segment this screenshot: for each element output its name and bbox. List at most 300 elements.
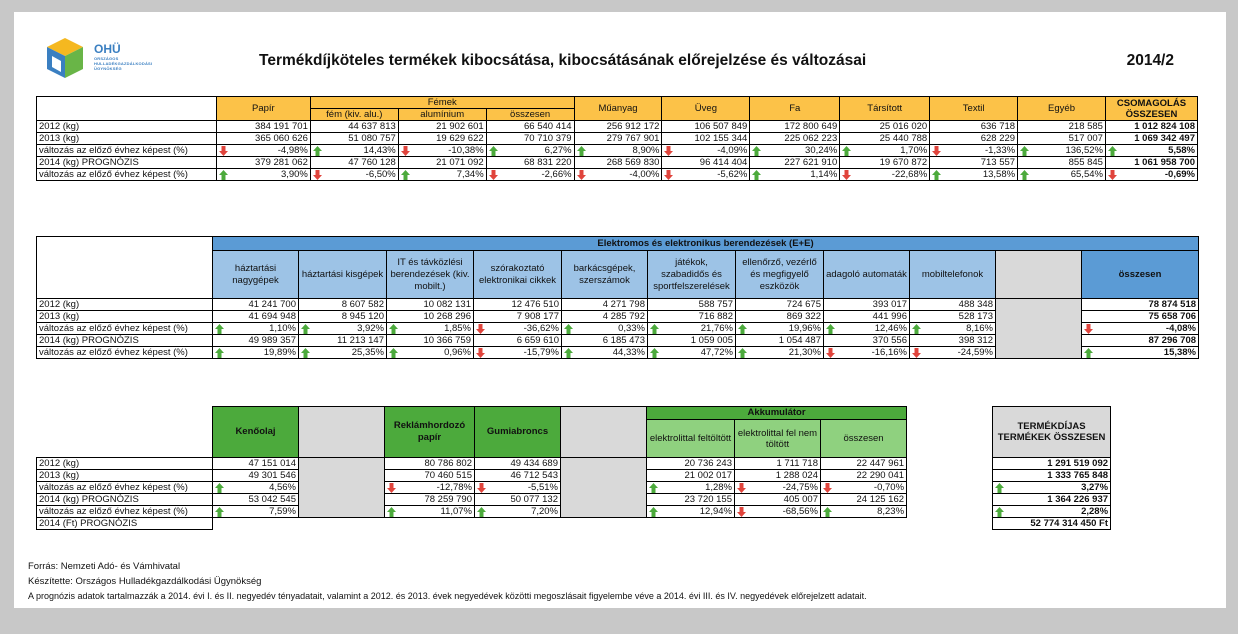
table-cell bbox=[930, 133, 1018, 145]
table-cell bbox=[824, 299, 910, 311]
cell-value: 50 077 132 bbox=[510, 494, 558, 505]
arrow-up-icon bbox=[301, 348, 310, 358]
cell-value: 96 414 404 bbox=[699, 157, 748, 168]
arrow-up-icon bbox=[389, 324, 398, 334]
table-cell bbox=[993, 482, 1111, 494]
arrow-down-icon bbox=[823, 483, 832, 493]
table-cell bbox=[387, 323, 474, 335]
empty-cell bbox=[1111, 458, 1219, 530]
footer-source: Forrás: Nemzeti Adó- és Vámhivatal bbox=[28, 561, 181, 572]
arrow-up-icon bbox=[650, 324, 659, 334]
arrow-up-icon bbox=[401, 170, 410, 180]
col-fem: fém (kiv. alu.) bbox=[310, 109, 398, 121]
table-cell bbox=[398, 169, 486, 181]
arrow-up-icon bbox=[650, 348, 659, 358]
table-cell bbox=[821, 494, 907, 506]
arrow-down-icon bbox=[842, 170, 851, 180]
row-label: 2014 (kg) PROGNÓZIS bbox=[37, 335, 213, 347]
cell-value: 47,72% bbox=[700, 347, 733, 358]
footer-note: A prognózis adatok tartalmazzák a 2014. évi I. és II. negyedév tényadatait, valamint a 2012. és 2013. évek negyedévek közötti megoszlásait figyelembe véve a 2014. évi III. és IV. negyedévek előrejelzett adatait. bbox=[28, 591, 867, 601]
table-cell bbox=[398, 157, 486, 169]
row-label: 2014 (kg) PROGNÓZIS bbox=[37, 494, 213, 506]
other-products-table bbox=[36, 406, 1219, 530]
ee-col-7: adagoló automaták bbox=[824, 251, 910, 299]
table-cell bbox=[475, 482, 561, 494]
table-cell bbox=[385, 482, 475, 494]
cell-value: 68 831 220 bbox=[524, 157, 572, 168]
table-cell bbox=[213, 494, 299, 506]
cell-value: 78 874 518 bbox=[1148, 299, 1197, 310]
table-cell bbox=[213, 299, 299, 311]
cell-value: 13,58% bbox=[982, 169, 1016, 180]
cell-value: 49 434 689 bbox=[510, 458, 558, 469]
table-cell bbox=[735, 494, 821, 506]
table-cell bbox=[1082, 335, 1199, 347]
footer-author: Készítette: Országos Hulladékgazdálkodási Ügynökség bbox=[28, 576, 262, 587]
table-cell bbox=[474, 347, 562, 359]
arrow-up-icon bbox=[842, 146, 851, 156]
table-cell bbox=[213, 335, 299, 347]
cell-value: 70 460 515 bbox=[424, 470, 472, 481]
table-cell bbox=[387, 347, 474, 359]
arrow-down-icon bbox=[737, 507, 746, 517]
row-label: 2012 (kg) bbox=[37, 121, 217, 133]
cell-value: -16,16% bbox=[871, 347, 907, 358]
table-cell bbox=[574, 169, 662, 181]
cell-value: 46 712 543 bbox=[510, 470, 558, 481]
table-cell bbox=[562, 347, 648, 359]
table-row-chg14 bbox=[37, 169, 1198, 181]
table-cell bbox=[574, 157, 662, 169]
table-cell bbox=[387, 311, 474, 323]
cell-value: 12,46% bbox=[874, 323, 907, 334]
arrow-up-icon bbox=[301, 324, 310, 334]
ee-col-1: háztartási kisgépek bbox=[299, 251, 387, 299]
cell-value: 1 333 765 848 bbox=[1047, 470, 1109, 481]
prog-ft-total: 52 774 314 450 Ft bbox=[993, 518, 1111, 530]
table-cell bbox=[824, 347, 910, 359]
arrow-down-icon bbox=[912, 348, 921, 358]
arrow-up-icon bbox=[564, 348, 573, 358]
cell-value: 21,30% bbox=[788, 347, 821, 358]
arrow-up-icon bbox=[649, 483, 658, 493]
table-cell bbox=[736, 311, 824, 323]
cell-value: 441 996 bbox=[872, 311, 907, 322]
table-cell bbox=[910, 299, 996, 311]
col-akku-nem-feltoltott: elektrolittal fel nem töltött bbox=[735, 420, 821, 458]
cell-value: 102 155 344 bbox=[694, 133, 748, 144]
table-cell bbox=[910, 323, 996, 335]
cell-value: 218 585 bbox=[1068, 121, 1103, 132]
cell-value: -4,09% bbox=[717, 145, 748, 156]
cell-value: 70 710 379 bbox=[524, 133, 572, 144]
table-cell bbox=[474, 299, 562, 311]
arrow-up-icon bbox=[995, 483, 1004, 493]
arrow-up-icon bbox=[1084, 348, 1093, 358]
table-cell bbox=[574, 121, 662, 133]
cell-value: 25,35% bbox=[351, 347, 384, 358]
cell-value: 10 082 131 bbox=[423, 299, 471, 310]
row-label: változás az előző évhez képest (%) bbox=[37, 482, 213, 494]
cell-value: -10,38% bbox=[448, 145, 484, 156]
empty-cell bbox=[385, 518, 475, 530]
table-cell bbox=[1018, 121, 1106, 133]
cell-value: 8 607 582 bbox=[341, 299, 384, 310]
cell-value: 12,94% bbox=[699, 506, 732, 517]
cell-value: 47 760 128 bbox=[348, 157, 396, 168]
t2-corner bbox=[37, 237, 213, 299]
table-cell bbox=[1082, 299, 1199, 311]
cell-value: 19 629 622 bbox=[436, 133, 484, 144]
table-cell bbox=[299, 347, 387, 359]
table-cell bbox=[574, 145, 662, 157]
arrow-up-icon bbox=[738, 348, 747, 358]
report-sheet bbox=[14, 12, 1226, 608]
table-cell bbox=[486, 145, 574, 157]
table-cell bbox=[562, 299, 648, 311]
table-cell bbox=[1018, 133, 1106, 145]
arrow-up-icon bbox=[1108, 146, 1117, 156]
ee-col-5: játékok, szabadidős és sportfelszerelések bbox=[648, 251, 736, 299]
cell-value: 80 786 802 bbox=[424, 458, 472, 469]
table-cell bbox=[840, 169, 930, 181]
ee-col-2: IT és távközlési berendezések (kiv. mobilt.) bbox=[387, 251, 474, 299]
cell-value: 7 908 177 bbox=[516, 311, 559, 322]
table-cell bbox=[662, 169, 750, 181]
table-cell bbox=[840, 121, 930, 133]
cell-value: 41 241 700 bbox=[248, 299, 296, 310]
table-cell bbox=[486, 121, 574, 133]
row-label: változás az előző évhez képest (%) bbox=[37, 347, 213, 359]
arrow-up-icon bbox=[823, 507, 832, 517]
table-cell bbox=[299, 335, 387, 347]
cell-value: 25 016 020 bbox=[879, 121, 928, 132]
cell-value: 869 322 bbox=[786, 311, 821, 322]
cell-value: 1 061 958 700 bbox=[1134, 157, 1195, 168]
table-cell bbox=[736, 347, 824, 359]
col-akku-feltoltott: elektrolittal feltöltött bbox=[647, 420, 735, 458]
cell-value: 21,76% bbox=[700, 323, 733, 334]
table-cell bbox=[736, 323, 824, 335]
cell-value: 19,96% bbox=[788, 323, 821, 334]
table-cell bbox=[475, 458, 561, 470]
arrow-down-icon bbox=[826, 348, 835, 358]
table-cell bbox=[840, 133, 930, 145]
table-row-prog-ft bbox=[37, 518, 1219, 530]
cell-value: -68,56% bbox=[782, 506, 818, 517]
cell-value: 78 259 790 bbox=[424, 494, 472, 505]
cell-value: 25 440 788 bbox=[879, 133, 928, 144]
table-cell bbox=[385, 494, 475, 506]
table-cell bbox=[821, 506, 907, 518]
cell-value: -4,00% bbox=[629, 169, 660, 180]
logo-text: OHÜ bbox=[94, 42, 121, 56]
arrow-up-icon bbox=[995, 507, 1004, 517]
table-cell bbox=[486, 169, 574, 181]
cell-value: 713 557 bbox=[980, 157, 1016, 168]
table-row-y2012 bbox=[37, 458, 1219, 470]
col-csomagolas-osszesen: CSOMAGOLÁS ÖSSZESEN bbox=[1105, 97, 1197, 121]
cell-value: 225 062 223 bbox=[784, 133, 838, 144]
table-row-y2012 bbox=[37, 299, 1199, 311]
cell-value: 3,92% bbox=[357, 323, 384, 334]
table-cell bbox=[1018, 145, 1106, 157]
cell-value: 488 348 bbox=[958, 299, 993, 310]
cell-value: 268 569 830 bbox=[606, 157, 660, 168]
table-cell bbox=[750, 121, 840, 133]
table-cell bbox=[662, 157, 750, 169]
cell-value: 1,85% bbox=[444, 323, 471, 334]
table-cell bbox=[993, 470, 1111, 482]
table-cell bbox=[647, 458, 735, 470]
cell-value: 398 312 bbox=[958, 335, 993, 346]
table-row-prog bbox=[37, 157, 1198, 169]
arrow-down-icon bbox=[1108, 170, 1117, 180]
table-cell bbox=[299, 299, 387, 311]
empty-cell bbox=[213, 518, 299, 530]
table-cell bbox=[574, 133, 662, 145]
empty-cell bbox=[735, 518, 821, 530]
cell-value: -12,78% bbox=[436, 482, 472, 493]
cell-value: 628 229 bbox=[980, 133, 1016, 144]
cell-value: -22,68% bbox=[891, 169, 928, 180]
table-cell bbox=[647, 494, 735, 506]
cell-value: 8,90% bbox=[632, 145, 660, 156]
cell-value: 1 291 519 092 bbox=[1047, 458, 1109, 469]
cell-value: 528 173 bbox=[958, 311, 993, 322]
row-label: 2013 (kg) bbox=[37, 311, 213, 323]
table-cell bbox=[310, 169, 398, 181]
table-cell bbox=[475, 506, 561, 518]
col-femek-osszesen: összesen bbox=[486, 109, 574, 121]
cell-value: 10 268 296 bbox=[423, 311, 471, 322]
cell-value: 1 012 824 108 bbox=[1134, 121, 1195, 132]
table-cell bbox=[840, 157, 930, 169]
cell-value: 172 800 649 bbox=[784, 121, 838, 132]
arrow-up-icon bbox=[387, 507, 396, 517]
cell-value: 21 902 601 bbox=[436, 121, 484, 132]
cell-value: -2,66% bbox=[541, 169, 572, 180]
cell-value: -5,62% bbox=[717, 169, 748, 180]
empty-cell bbox=[821, 518, 907, 530]
table-cell bbox=[1082, 311, 1199, 323]
logo-subtitle: ORSZÁGOS HULLADÉKGAZDÁLKODÁSI ÜGYNÖKSÉG bbox=[94, 56, 153, 71]
table-cell bbox=[930, 169, 1018, 181]
arrow-up-icon bbox=[219, 170, 228, 180]
cell-value: -15,79% bbox=[523, 347, 559, 358]
table-cell bbox=[840, 145, 930, 157]
table-cell bbox=[648, 323, 736, 335]
table-cell bbox=[213, 506, 299, 518]
arrow-down-icon bbox=[401, 146, 410, 156]
cell-value: 23 720 155 bbox=[684, 494, 732, 505]
arrow-down-icon bbox=[313, 170, 322, 180]
cell-value: 279 767 901 bbox=[606, 133, 660, 144]
table-cell bbox=[398, 121, 486, 133]
cell-value: 53 042 545 bbox=[248, 494, 296, 505]
table-cell bbox=[216, 145, 310, 157]
table-cell bbox=[930, 157, 1018, 169]
table-cell bbox=[648, 335, 736, 347]
table-cell bbox=[750, 157, 840, 169]
col-femek: Fémek bbox=[310, 97, 574, 109]
ee-col-3: szórakoztató elektronikai cikkek bbox=[474, 251, 562, 299]
table-row-y2013 bbox=[37, 133, 1198, 145]
cell-value: 10 366 759 bbox=[423, 335, 471, 346]
table-cell bbox=[216, 121, 310, 133]
cell-value: 15,38% bbox=[1163, 347, 1197, 358]
table-cell bbox=[821, 470, 907, 482]
table-cell bbox=[213, 323, 299, 335]
cell-value: 7,59% bbox=[269, 506, 296, 517]
ohu-logo-icon bbox=[39, 34, 91, 84]
table-cell bbox=[1082, 323, 1199, 335]
arrow-up-icon bbox=[577, 146, 586, 156]
arrow-up-icon bbox=[1020, 170, 1029, 180]
empty-cell bbox=[561, 518, 647, 530]
cell-value: 1,10% bbox=[269, 323, 296, 334]
cell-value: 6 659 610 bbox=[516, 335, 559, 346]
cell-value: -36,62% bbox=[523, 323, 559, 334]
arrow-up-icon bbox=[489, 146, 498, 156]
table-cell bbox=[824, 335, 910, 347]
cell-value: 24 125 162 bbox=[856, 494, 905, 505]
cell-value: 1,70% bbox=[900, 145, 928, 156]
table-cell bbox=[647, 506, 735, 518]
empty-cell bbox=[299, 518, 385, 530]
table-cell bbox=[1105, 145, 1197, 157]
cell-value: 384 191 701 bbox=[255, 121, 308, 132]
table-cell bbox=[662, 121, 750, 133]
cell-value: 11 213 147 bbox=[337, 335, 384, 346]
table-cell bbox=[474, 335, 562, 347]
table-cell bbox=[475, 470, 561, 482]
cell-value: 724 675 bbox=[786, 299, 821, 310]
table-cell bbox=[750, 145, 840, 157]
table-cell bbox=[910, 311, 996, 323]
table-cell bbox=[387, 299, 474, 311]
cell-value: 7,20% bbox=[531, 506, 558, 517]
table-cell bbox=[735, 470, 821, 482]
t3-body bbox=[37, 458, 1219, 530]
cell-value: 66 540 414 bbox=[524, 121, 572, 132]
col-akku-osszesen: összesen bbox=[821, 420, 907, 458]
table-cell bbox=[821, 482, 907, 494]
arrow-up-icon bbox=[389, 348, 398, 358]
table-cell bbox=[648, 347, 736, 359]
cell-value: 256 912 172 bbox=[606, 121, 660, 132]
cell-value: 136,52% bbox=[1065, 145, 1103, 156]
table-cell bbox=[993, 458, 1111, 470]
table-cell bbox=[310, 145, 398, 157]
table-cell bbox=[310, 133, 398, 145]
arrow-up-icon bbox=[313, 146, 322, 156]
cell-value: 22 447 961 bbox=[856, 458, 905, 469]
table-cell bbox=[647, 470, 735, 482]
cell-value: 588 757 bbox=[698, 299, 733, 310]
table-cell bbox=[648, 311, 736, 323]
cell-value: 393 017 bbox=[872, 299, 907, 310]
cell-value: 41 694 948 bbox=[248, 311, 296, 322]
cell-value: 1 364 226 937 bbox=[1047, 494, 1109, 505]
col-muanyag: Műanyag bbox=[574, 97, 662, 121]
table-cell bbox=[930, 121, 1018, 133]
cell-value: -4,98% bbox=[277, 145, 308, 156]
row-label: változás az előző évhez képest (%) bbox=[37, 506, 213, 518]
table-cell bbox=[821, 458, 907, 470]
arrow-down-icon bbox=[664, 170, 673, 180]
table-cell bbox=[216, 133, 310, 145]
cell-value: 44,33% bbox=[612, 347, 645, 358]
arrow-up-icon bbox=[752, 146, 761, 156]
empty-cell bbox=[647, 518, 735, 530]
cell-value: 12 476 510 bbox=[511, 299, 559, 310]
t1-body bbox=[37, 121, 1198, 181]
cell-value: 19,89% bbox=[263, 347, 296, 358]
cell-value: 21 071 092 bbox=[436, 157, 484, 168]
col-reklamhordozo: Reklámhordozó papír bbox=[385, 407, 475, 458]
col-textil: Textil bbox=[930, 97, 1018, 121]
table-cell bbox=[1018, 169, 1106, 181]
table-cell bbox=[735, 482, 821, 494]
arrow-up-icon bbox=[215, 324, 224, 334]
cell-value: 8,16% bbox=[966, 323, 993, 334]
cell-value: 30,24% bbox=[805, 145, 838, 156]
cell-value: 1,28% bbox=[705, 482, 732, 493]
cell-value: -4,08% bbox=[1165, 323, 1197, 334]
cell-value: 0,33% bbox=[618, 323, 645, 334]
arrow-up-icon bbox=[215, 507, 224, 517]
arrow-down-icon bbox=[932, 146, 941, 156]
table-cell bbox=[385, 506, 475, 518]
cell-value: 6,27% bbox=[544, 145, 572, 156]
cell-value: 0,96% bbox=[444, 347, 471, 358]
empty-cell bbox=[907, 458, 993, 530]
row-label: változás az előző évhez képest (%) bbox=[37, 145, 217, 157]
table-cell bbox=[213, 482, 299, 494]
cell-value: 65,54% bbox=[1070, 169, 1103, 180]
table-cell bbox=[486, 157, 574, 169]
col-uveg: Üveg bbox=[662, 97, 750, 121]
table-cell bbox=[213, 347, 299, 359]
arrow-down-icon bbox=[1084, 324, 1093, 334]
row-label: 2014 (Ft) PROGNÓZIS bbox=[37, 518, 213, 530]
table-cell bbox=[398, 145, 486, 157]
cell-value: 8,23% bbox=[877, 506, 905, 517]
table-cell bbox=[213, 311, 299, 323]
arrow-up-icon bbox=[477, 507, 486, 517]
arrow-down-icon bbox=[577, 170, 586, 180]
table-cell bbox=[310, 157, 398, 169]
grey-spacer bbox=[561, 407, 647, 458]
arrow-up-icon bbox=[932, 170, 941, 180]
empty-cell bbox=[475, 518, 561, 530]
col-kenoolaj: Kenőolaj bbox=[213, 407, 299, 458]
arrow-up-icon bbox=[912, 324, 921, 334]
cell-value: 8 945 120 bbox=[341, 311, 384, 322]
cell-value: 2,28% bbox=[1081, 506, 1109, 517]
packaging-table bbox=[36, 96, 1198, 181]
ee-group-header: Elektromos és elektronikus berendezések (E+E) bbox=[213, 237, 1199, 251]
col-fa: Fa bbox=[750, 97, 840, 121]
arrow-down-icon bbox=[476, 324, 485, 334]
row-label: változás az előző évhez képest (%) bbox=[37, 323, 213, 335]
arrow-down-icon bbox=[489, 170, 498, 180]
cell-value: 636 718 bbox=[980, 121, 1016, 132]
arrow-up-icon bbox=[215, 348, 224, 358]
row-label: 2012 (kg) bbox=[37, 299, 213, 311]
gap bbox=[907, 407, 993, 458]
